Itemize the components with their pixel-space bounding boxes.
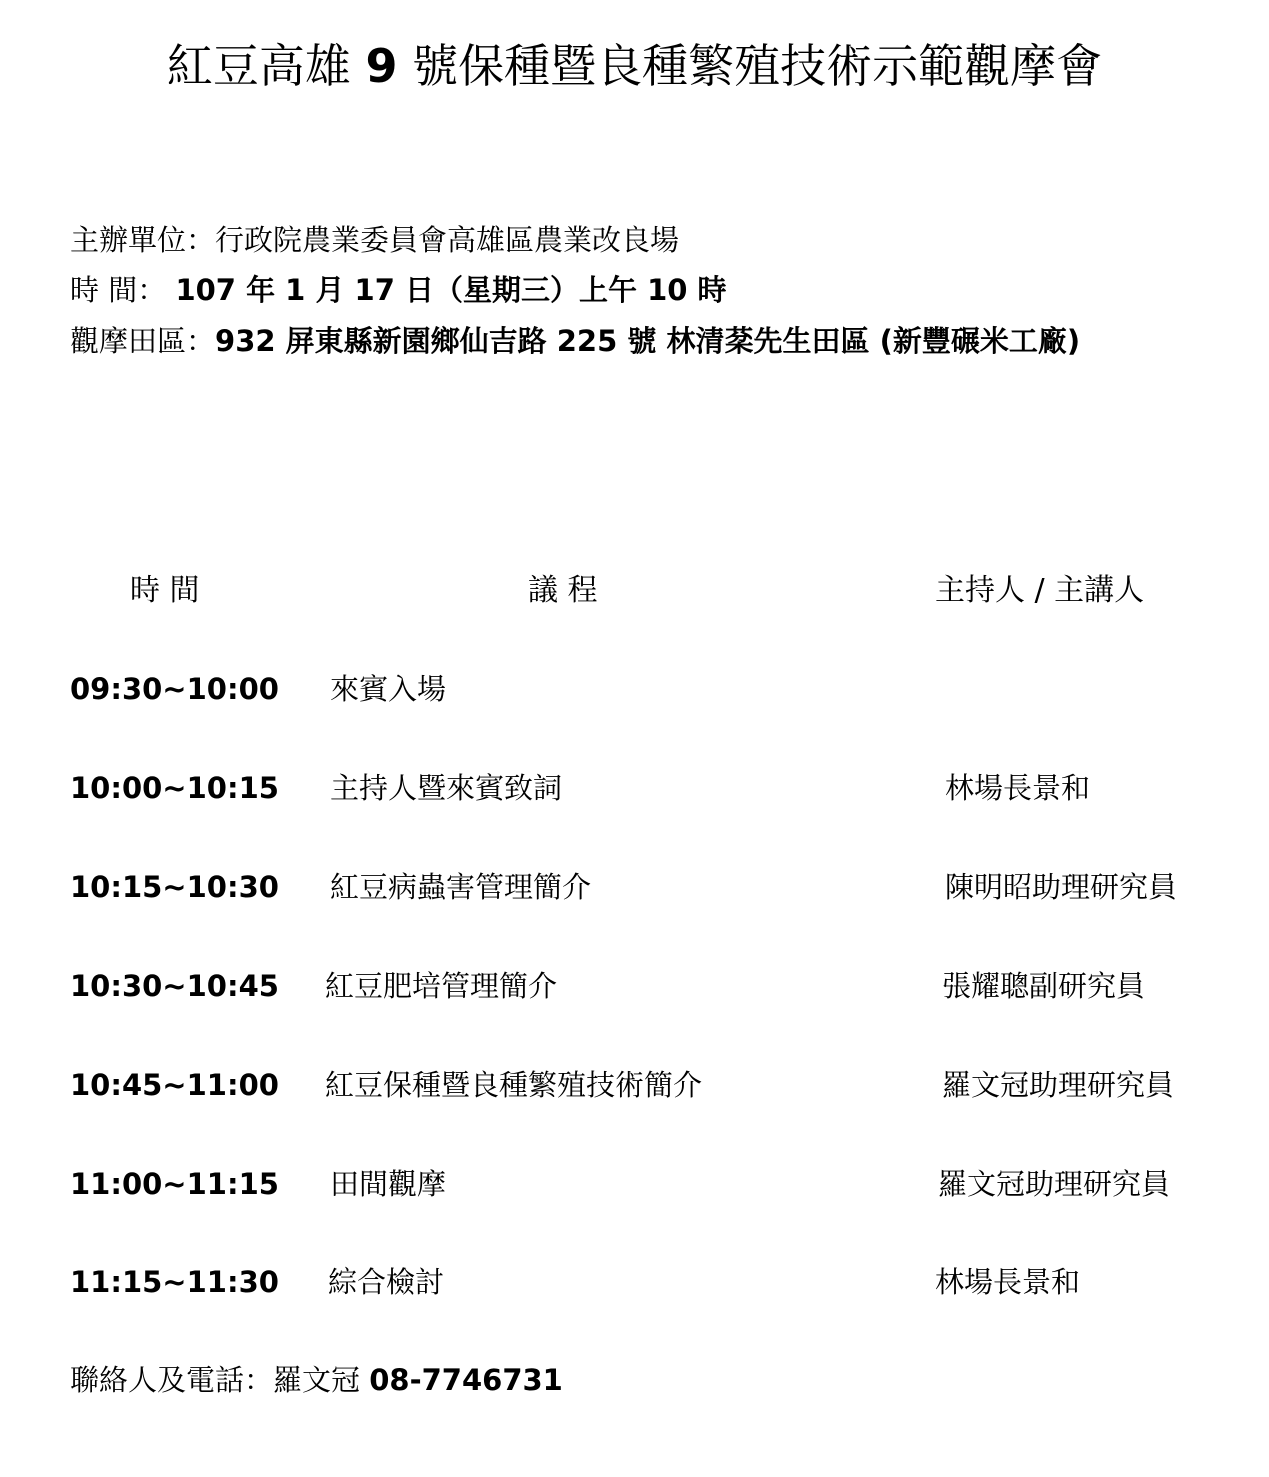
schedule-agenda: 主持人暨來賓致詞 [330,771,563,805]
schedule-row [0,1063,1269,1107]
schedule-agenda: 紅豆肥培管理簡介 [325,969,558,1003]
time-line [70,270,727,310]
schedule-host: 陳明昭助理研究員 [945,870,1178,904]
venue-value: 932 屏東縣新園鄉仙吉路 225 號 林清棻先生田區 (新豐碾米工廠) [215,324,1081,358]
time-label: 時 間： [70,273,167,307]
header-agenda: 議 程 [528,573,598,608]
schedule-time: 10:45~11:00 [70,1068,279,1102]
schedule-host: 張耀聰副研究員 [942,969,1146,1003]
page-title [0,36,1269,96]
contact-line [70,1358,563,1402]
schedule-row [0,865,1269,909]
title-text-pre: 紅豆高雄 [166,39,366,93]
title-text-post: 號保種暨良種繁殖技術示範觀摩會 [397,39,1103,93]
contact-phone: 08-7746731 [369,1363,563,1397]
venue-line [70,321,1080,361]
schedule-row [0,1260,1269,1304]
schedule-agenda: 來賓入場 [330,672,447,706]
schedule-agenda: 紅豆保種暨良種繁殖技術簡介 [325,1068,703,1102]
schedule-agenda: 綜合檢討 [328,1265,445,1299]
time-value: 107 年 1 月 17 日（星期三）上午 10 時 [175,273,727,307]
schedule-time: 11:15~11:30 [70,1265,279,1299]
schedule-agenda: 田間觀摩 [330,1167,447,1201]
schedule-time: 10:15~10:30 [70,870,279,904]
header-time: 時 間 [130,573,200,608]
schedule-time: 10:30~10:45 [70,969,279,1003]
schedule-agenda: 紅豆病蟲害管理簡介 [330,870,592,904]
schedule-host: 羅文冠助理研究員 [938,1167,1171,1201]
schedule-time: 09:30~10:00 [70,672,279,706]
schedule-time: 10:00~10:15 [70,771,279,805]
venue-label: 觀摩田區： [70,324,216,358]
schedule-host: 林場長景和 [945,771,1091,805]
organizer-line: 主辦單位：行政院農業委員會高雄區農業改良場 [70,223,680,257]
schedule-row [0,667,1269,711]
schedule-row [0,964,1269,1008]
contact-label: 聯絡人及電話：羅文冠 [70,1363,370,1397]
schedule-row [0,766,1269,810]
header-host: 主持人 / 主講人 [935,573,1145,608]
schedule-row [0,1162,1269,1206]
schedule-host: 林場長景和 [935,1265,1081,1299]
schedule-host: 羅文冠助理研究員 [942,1068,1175,1102]
title-number: 9 [365,39,398,93]
schedule-time: 11:00~11:15 [70,1167,279,1201]
